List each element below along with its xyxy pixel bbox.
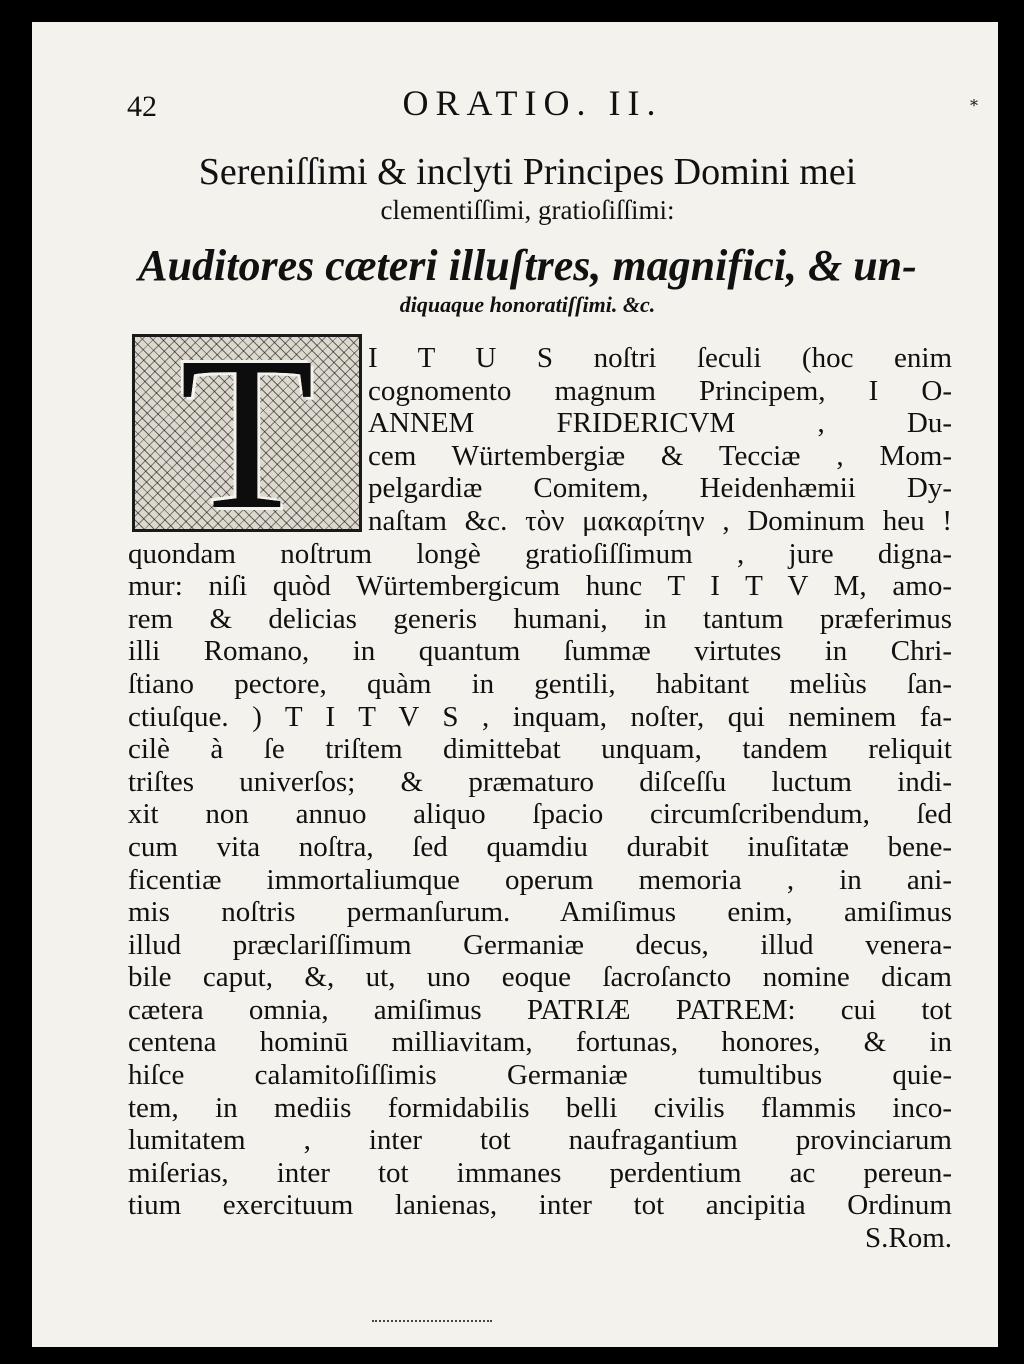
book-page (32, 22, 998, 1347)
footer-rule (372, 1320, 492, 1322)
text-line: hiſce calamitoſiſſimis Germaniæ tumultibus quie- (128, 1059, 952, 1092)
text-line: lumitatem , inter tot naufragantium provinciarum (128, 1124, 952, 1157)
page-number: 42 (127, 90, 157, 123)
catchword: S.Rom. (864, 1222, 952, 1255)
text-line: illi Romano, in quantum ſummæ virtutes in Chri- (128, 635, 952, 668)
text-line: ANNEM FRIDERICVM , Du- (368, 407, 952, 440)
running-head: ORATIO. II. (402, 83, 663, 123)
text-line: ctiuſque. ) T I T V S , inquam, noſter, qui neminem fa- (128, 700, 952, 733)
text-line: quondam noſtrum longè gratioſiſſimum , jure digna- (128, 537, 952, 570)
page-header (127, 82, 978, 126)
text-line: naſtam &c. τὸν μακαρίτην , Dominum heu ! (368, 504, 952, 537)
text-line: cum vita noſtra, ſed quamdiu durabit inuſitatæ bene- (128, 830, 952, 863)
text-line: tium exercituum lanienas, inter tot ancipitia Ordinum (128, 1189, 952, 1222)
decorated-initial-letter: T (179, 334, 315, 532)
salutation-line-2: clementiſſimi, gratioſiſſimi: (380, 195, 675, 225)
text-line: xit non annuo aliquo ſpacio circumſcribendum, ſed (128, 798, 952, 831)
salutation-line-4: diquaque honoratiſſimi. &c. (399, 292, 656, 317)
salutation-line-1: Sereniſſimi & inclyti Principes Domini mei (198, 151, 857, 193)
text-line: ſtiano pectore, quàm in gentili, habitant meliùs ſan- (128, 667, 952, 700)
text-line: rem & delicias generis humani, in tantum præferimus (128, 602, 952, 635)
text-line: cem Würtembergiæ & Tecciæ , Mom- (368, 439, 952, 472)
salutation-block (112, 150, 943, 318)
text-line: bile caput, &, ut, uno eoque ſacroſancto nomine dicam (128, 961, 952, 994)
text-line: ficentiæ immortaliumque operum memoria , in ani- (128, 863, 952, 896)
corner-ornament-mark: * (970, 96, 978, 115)
salutation-line-3: Auditores cæteri illuſtres, magnifici, & un- (138, 241, 917, 290)
text-line: cognomento magnum Principem, I O- (368, 374, 952, 407)
text-line: tem, in mediis formidabilis belli civilis flammis inco- (128, 1091, 952, 1124)
text-line: triſtes univerſos; & præmaturo diſceſſu luctum indi- (128, 765, 952, 798)
text-line: miſerias, inter tot immanes perdentium ac pereun- (128, 1156, 952, 1189)
text-line: illud præclariſſimum Germaniæ decus, illud venera- (128, 928, 952, 961)
text-line: mur: niſi quòd Würtembergicum hunc T I T V M, amo- (128, 570, 952, 603)
text-line: mis noſtris permanſurum. Amiſimus enim, amiſimus (128, 896, 952, 929)
text-line: pelgardiæ Comitem, Heidenhæmii Dy- (368, 472, 952, 505)
body-text (128, 342, 952, 1255)
text-line: cilè à ſe triſtem dimittebat unquam, tandem reliquit (128, 733, 952, 766)
text-line: centena hominū milliavitam, fortunas, honores, & in (128, 1026, 952, 1059)
text-line: I T U S noſtri ſeculi (hoc enim (368, 342, 952, 374)
text-line: cætera omnia, amiſimus PATRIÆ PATREM: cui tot (128, 993, 952, 1026)
